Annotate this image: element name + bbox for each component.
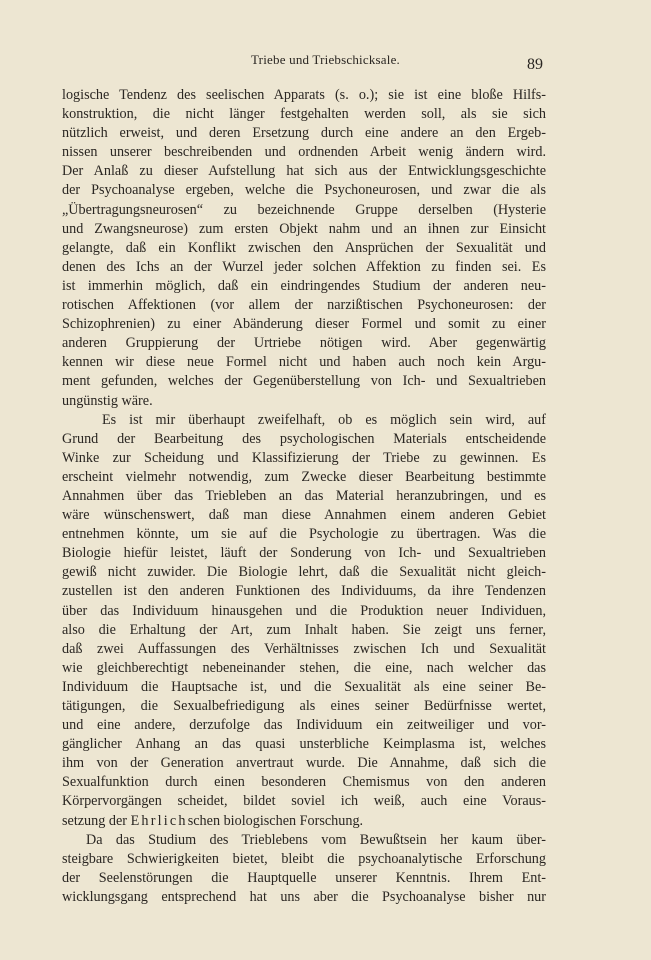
text-line: gänglicher Anhang an das quasi unsterbliche Keimplasma ist, welches — [62, 736, 546, 753]
line-tail: schen biologischen Forschung. — [187, 812, 364, 829]
text-line: über das Individuum hinausgehen und die Produktion neuer Individuen, — [62, 602, 546, 619]
text-line: also die Erhaltung der Art, zum Inhalt haben. Sie zeigt uns ferner, — [62, 621, 546, 638]
text-line: der Seelenstörungen die Hauptquelle unserer Kenntnis. Ihrem Ent- — [62, 869, 546, 886]
text-line: denen des Ichs an der Wurzel jeder solchen Affektion zu finden sei. Es — [62, 258, 546, 275]
text-line: nützlich erweist, und deren Ersetzung durch eine andere an den Ergeb- — [62, 125, 546, 142]
text-line: „Übertragungsneurosen“ zu bezeichnende Gruppe derselben (Hysterie — [62, 201, 546, 218]
page-number: 89 — [527, 56, 543, 73]
running-title: Triebe und Triebschicksale. — [251, 52, 400, 67]
text-line: Es ist mir überhaupt zweifelhaft, ob es möglich sein wird, auf — [102, 411, 546, 428]
text-line: wie gleichberechtigt nebeneinander stehen, die eine, nach welcher das — [62, 659, 546, 676]
text-line: Individuum die Hauptsache ist, und die Sexualität als eine seiner Be- — [62, 678, 546, 695]
text-line: Winke zur Scheidung und Klassifizierung der Triebe zu gewinnen. Es — [62, 449, 546, 466]
text-line: und Zwangsneurose) zum ersten Objekt nahm und an ihnen zur Einsicht — [62, 220, 546, 237]
text-line: ihm von der Generation anvertraut wurde. Die Annahme, daß sich die — [62, 755, 546, 772]
text-line: der Psychoanalyse ergeben, welche die Psychoneurosen, und zwar die als — [62, 182, 546, 199]
text-line: entnehmen könnte, um sie auf die Psychologie zu übertragen. Was die — [62, 526, 546, 543]
text-line: daß zwei Auffassungen des Verhältnisses zwischen Ich und Sexualität — [62, 640, 546, 657]
text-line: ment gefunden, welches der Gegenüberstellung von Ich- und Sexualtrieben — [62, 373, 546, 390]
text-line: wicklungsgang entsprechend hat uns aber die Psychoanalyse bisher nur — [62, 888, 546, 905]
text-line: Da das Studium des Trieblebens vom Bewußtsein her kaum über- — [86, 831, 546, 848]
text-line: tätigungen, die Sexualbefriedigung als eines seiner Bedürfnisse wertet, — [62, 698, 546, 714]
running-header — [0, 52, 651, 76]
text-line: gewiß nicht zuwider. Die Biologie lehrt, daß die Sexualität nicht gleich- — [62, 564, 546, 581]
text-line: logische Tendenz des seelischen Apparats (s. o.); sie ist eine bloße Hilfs- — [62, 87, 546, 103]
text-line: nissen unserer beschreibenden und ordnenden Arbeit wenig ändern wird. — [62, 144, 546, 161]
text-line: rotischen Affektionen (vor allem der narzißtischen Psychoneurosen: der — [62, 297, 546, 314]
text-line-with-spaced-name — [62, 812, 546, 831]
text-line: konstruktion, die nicht länger festgehalten werden soll, als sie sich — [62, 106, 546, 123]
text-line: gelangte, daß ein Konflikt zwischen den Ansprüchen der Sexualität und — [62, 239, 546, 256]
text-line: und eine andere, derzufolge das Individuum ein zeitweiliger und vor- — [62, 717, 546, 734]
text-line: erscheint vielmehr notwendig, zum Zwecke dieser Bearbeitung bestimmte — [62, 468, 546, 485]
text-line: Körpervorgängen scheidet, bildet soviel ich weiß, auch eine Voraus- — [62, 793, 546, 810]
body-text — [62, 86, 546, 907]
text-line: zustellen ist den anderen Funktionen des Individuums, da ihre Tendenzen — [62, 583, 546, 600]
text-line: kennen wir diese neue Formel nicht und haben auch noch kein Argu- — [62, 354, 546, 371]
text-line: wäre wünschenswert, daß man diese Annahmen einem anderen Gebiet — [62, 507, 546, 524]
text-line: Grund der Bearbeitung des psychologischen Materials entscheidende — [62, 430, 546, 447]
text-line: steigbare Schwierigkeiten bietet, bleibt die psychoanalytische Erforschung — [62, 850, 546, 867]
text-line: ist immerhin möglich, daß ein eindringendes Studium der anderen neu- — [62, 277, 546, 294]
spaced-name-ehrlich: Ehrlich — [130, 812, 188, 829]
text-line: ungünstig wäre. — [62, 392, 153, 409]
text-line: Schizophrenien) zu einer Abänderung dieser Formel und somit zu einer — [62, 316, 546, 333]
text-line: anderen Gruppierung der Urtriebe nötigen wird. Aber gegenwärtig — [62, 335, 546, 352]
text-line: Biologie hiefür leistet, läuft der Sonderung von Ich- und Sexualtrieben — [62, 545, 546, 562]
line-head: setzung der — [62, 812, 128, 829]
text-line: Sexualfunktion durch einen besonderen Chemismus von den anderen — [62, 774, 546, 791]
text-line: Der Anlaß zu dieser Aufstellung hat sich aus der Entwicklungsgeschichte — [62, 163, 546, 180]
text-line: Annahmen über das Triebleben an das Material heranzubringen, und es — [62, 487, 546, 504]
